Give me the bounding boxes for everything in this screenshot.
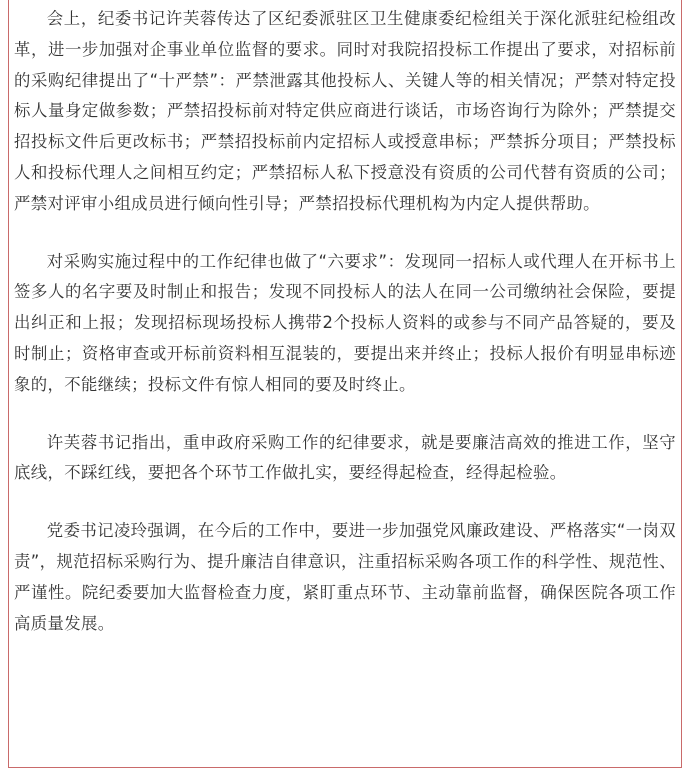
paragraph-six-requirements: 对采购实施过程中的工作纪律也做了“六要求”：发现同一招标人或代理人在开标书上签多人的名字要及时制止和报告；发现不同投标人的法人在同一公司缴纳社会保险，要提出纠正和上报；发现招标现场投标人携带2个投标人资料的或参与不同产品答疑的，要及时制止；资格审查或开标前资料相互混装的，要提出来并终止；投标人报价有明显串标迹象的，不能继续；投标文件有惊人相同的要及时终止。 [14, 251, 676, 394]
paragraph-ten-prohibitions: 会上，纪委书记许芙蓉传达了区纪委派驻区卫生健康委纪检组关于深化派驻纪检组改革，进一步加强对企事业单位监督的要求。同时对我院招投标工作提出了要求，对招标前的采购纪律提出了“十严禁”：严禁泄露其他投标人、关键人等的相关情况；严禁对特定投标人量身定做参数；严禁招投标前对特定供应商进行谈话，市场咨询行为除外；严禁提交招投标文件后更改标书；严禁招投标前内定招标人或授意串标；严禁拆分项目；严禁投标人和投标代理人之间相互约定；严禁招标人私下授意没有资质的公司代替有资质的公司；严禁对评审小组成员进行倾向性引导；严禁招投标代理机构为内定人提供帮助。 [14, 9, 676, 213]
paragraph-ling-ling-remarks: 党委书记凌玲强调，在今后的工作中，要进一步加强党风廉政建设、严格落实“一岗双责”，规范招标采购行为、提升廉洁自律意识，注重招标采购各项工作的科学性、规范性、严谨性。院纪委要加大监督检查力度，紧盯重点环节、主动靠前监督，确保医院各项工作高质量发展。 [14, 521, 676, 633]
article-body [14, 4, 676, 639]
article-frame [8, 0, 682, 768]
paragraph-xu-furong-remarks: 许芙蓉书记指出，重申政府采购工作的纪律要求，就是要廉洁高效的推进工作，坚守底线，不踩红线，要把各个环节工作做扎实，要经得起检查，经得起检验。 [14, 432, 676, 483]
